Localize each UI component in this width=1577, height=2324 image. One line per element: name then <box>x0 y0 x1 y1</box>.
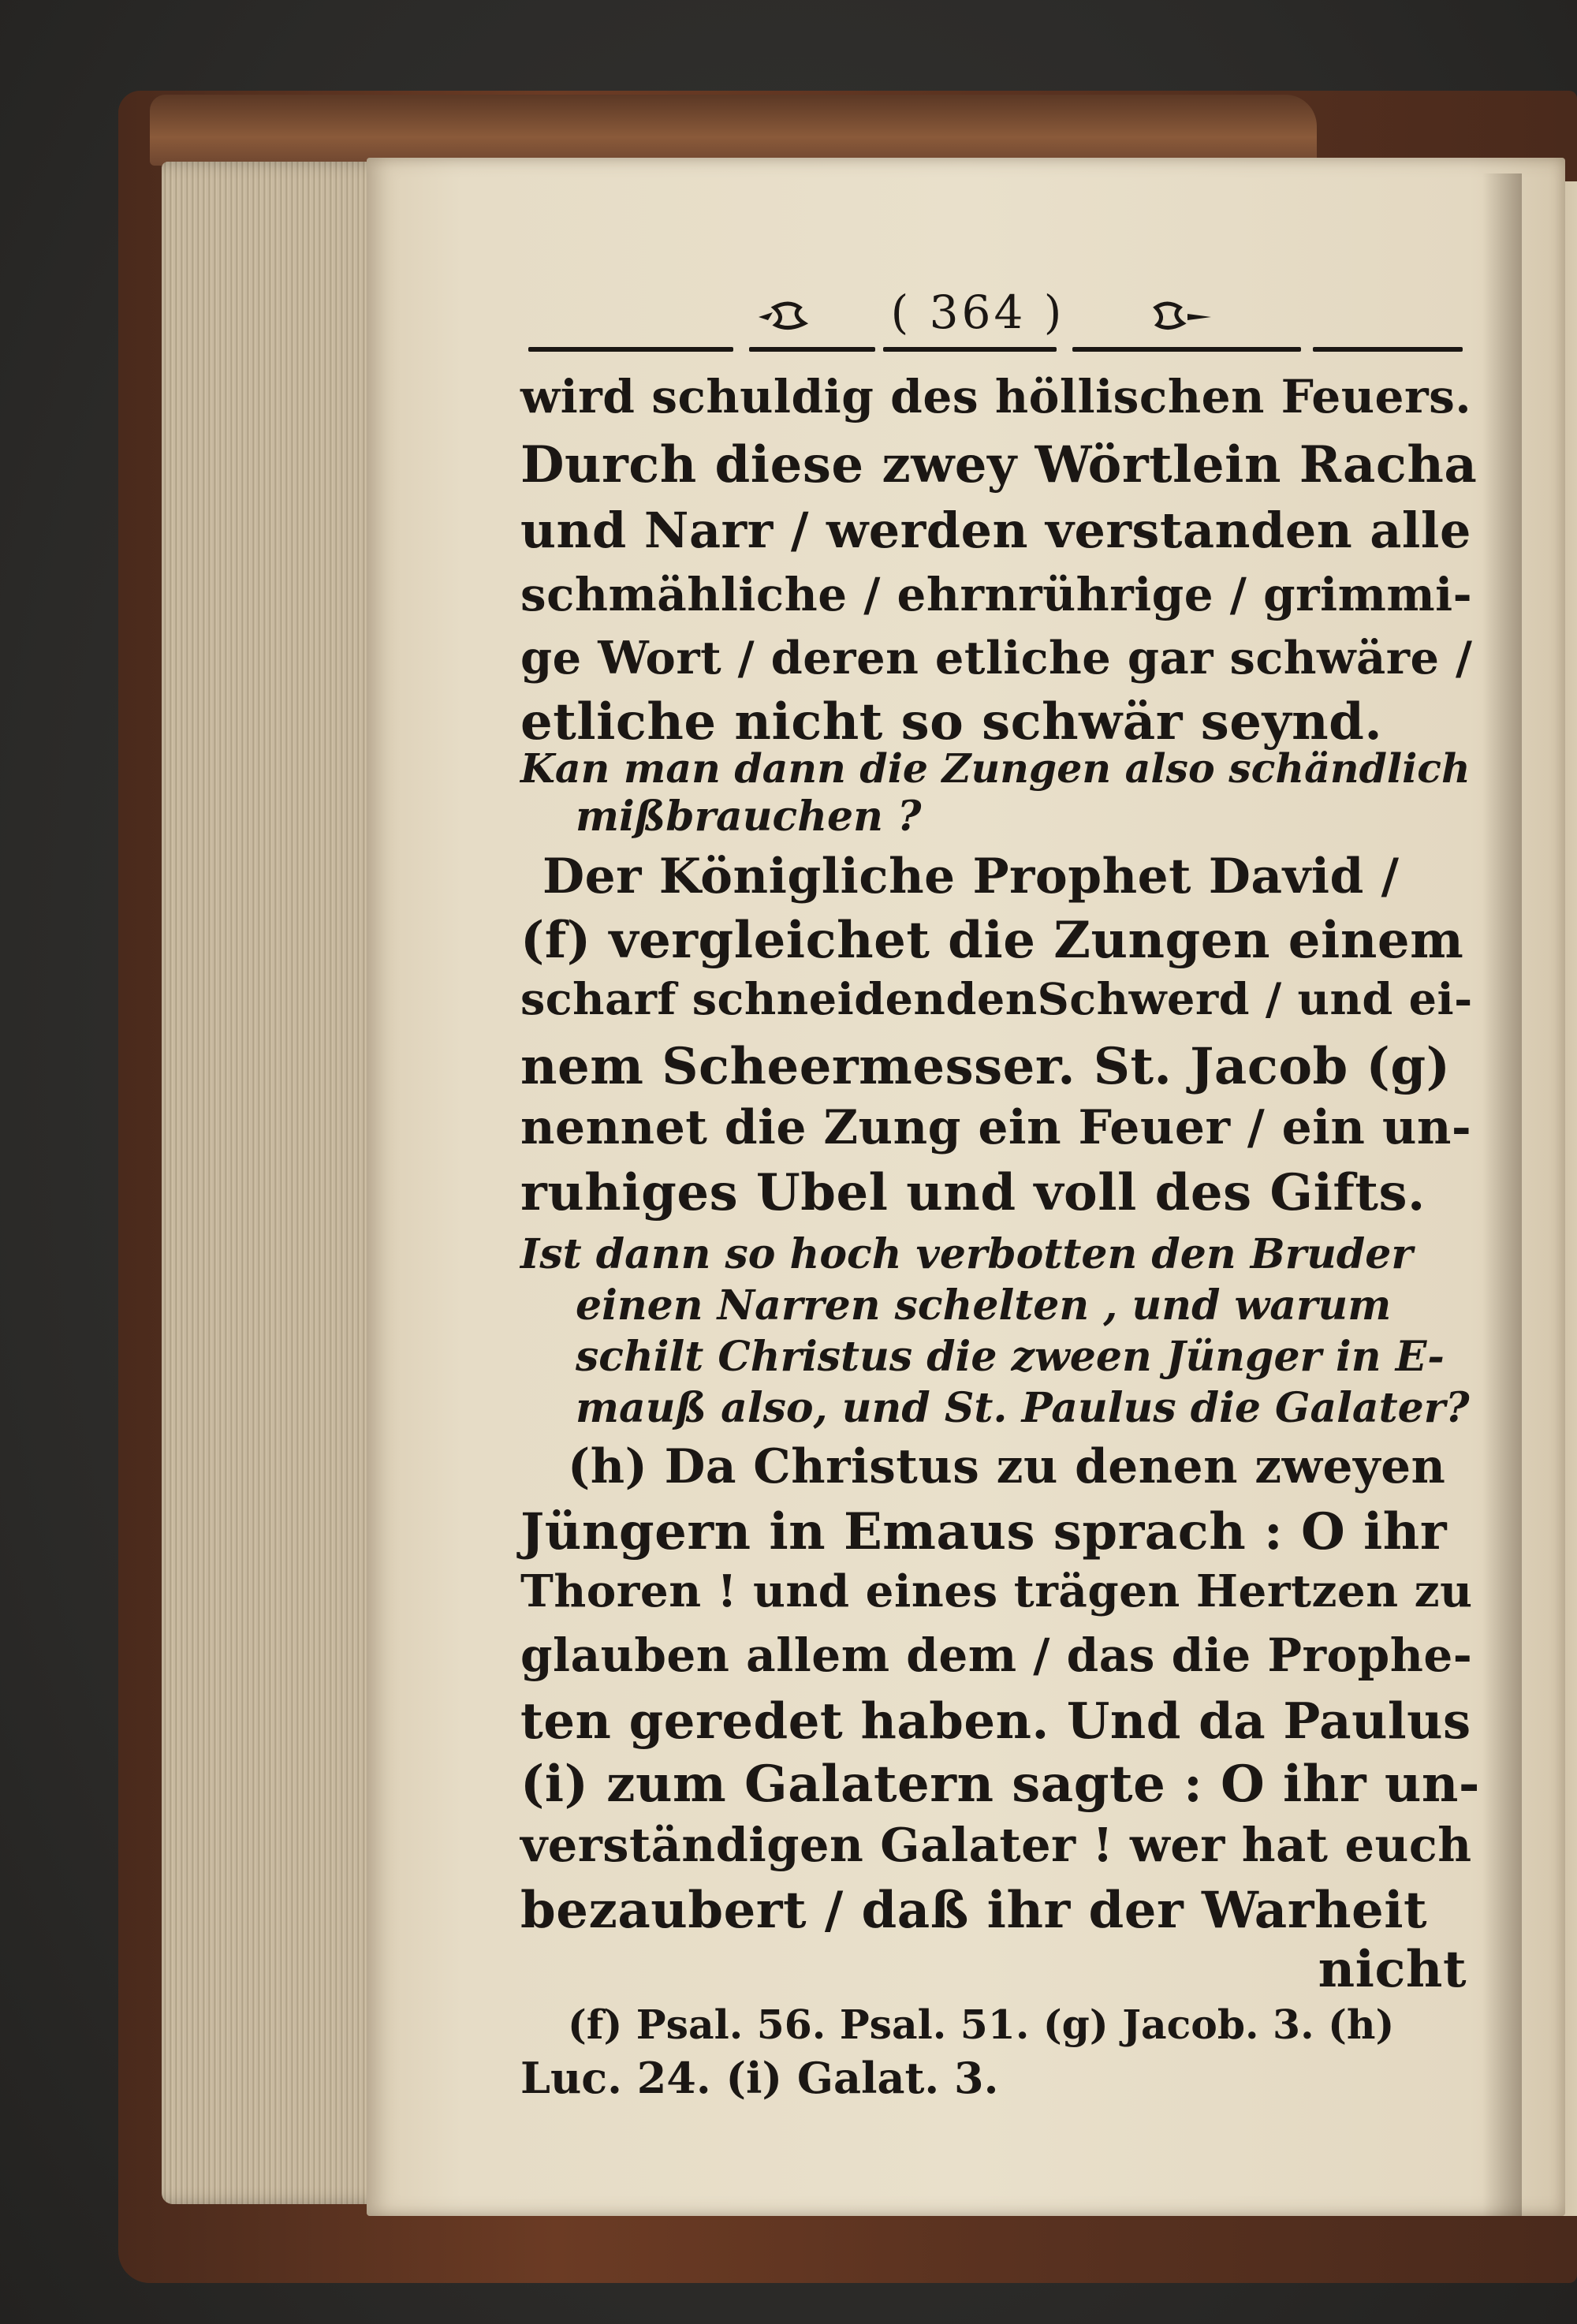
question-line: Kan man dann die Zungen also schändlich <box>520 745 1471 792</box>
head-rule <box>883 347 1057 352</box>
text-line: ten geredet haben. Und da Paulus <box>520 1692 1471 1750</box>
page-number: ( 364 ) <box>890 285 1065 339</box>
question-line: schilt Christus die zween Jünger in E- <box>576 1333 1445 1381</box>
footnote-line: (f) Psal. 56. Psal. 51. (g) Jacob. 3. (h) <box>568 2001 1395 2048</box>
text-line: Thoren ! und eines trägen Hertzen zu <box>520 1565 1473 1617</box>
head-rule <box>1313 347 1463 352</box>
question-line: mauß also, und St. Paulus die Galater? <box>576 1384 1470 1432</box>
text-line: ruhiges Ubel und voll des Gifts. <box>520 1163 1426 1222</box>
catchword: nicht <box>1318 1940 1467 1999</box>
footnote-line: Luc. 24. (i) Galat. 3. <box>520 2053 999 2103</box>
head-rule <box>528 347 733 352</box>
question-line: einen Narren schelten , und warum <box>576 1281 1392 1330</box>
text-line: ge Wort / deren etliche gar schwäre / <box>520 631 1473 685</box>
question-line: Ist dann so hoch verbotten den Bruder <box>520 1230 1413 1278</box>
text-line: schmähliche / ehrnrührige / grimmi- <box>520 568 1473 621</box>
text-line: (i) zum Galatern sagte : O ihr un- <box>520 1755 1480 1814</box>
text-line: bezaubert / daß ihr der Warheit <box>520 1881 1428 1940</box>
text-line: nennet die Zung ein Feuer / ein un- <box>520 1100 1472 1155</box>
text-line: verständigen Galater ! wer hat euch <box>520 1818 1472 1872</box>
text-line: wird schuldig des höllischen Feuers. <box>520 369 1472 423</box>
page-block-edge <box>162 162 398 2204</box>
text-line: glauben allem dem / das die Prophe- <box>520 1628 1473 1682</box>
text-line: Jüngern in Emaus sprach : O ihr <box>520 1502 1448 1561</box>
text-line: (h) Da Christus zu denen zweyen <box>568 1439 1446 1494</box>
running-head <box>520 285 1467 345</box>
text-line: und Narr / werden verstanden alle <box>520 502 1471 559</box>
book-cover-top-edge <box>150 95 1317 166</box>
head-rule <box>749 347 875 352</box>
text-line: etliche nicht so schwär seynd. <box>520 692 1383 752</box>
text-line: nem Scheermesser. St. Jacob (g) <box>520 1037 1451 1096</box>
text-line: Durch diese zwey Wörtlein Racha <box>520 435 1478 494</box>
text-line: Der Königliche Prophet David / <box>542 848 1400 905</box>
text-line: (f) vergleichet die Zungen einem <box>520 911 1464 970</box>
question-line: mißbrauchen ? <box>576 793 922 841</box>
ornament-right-icon <box>1151 297 1214 336</box>
head-rule <box>1072 347 1301 352</box>
text-line: scharf schneidendenSchwerd / und ei- <box>520 974 1473 1025</box>
